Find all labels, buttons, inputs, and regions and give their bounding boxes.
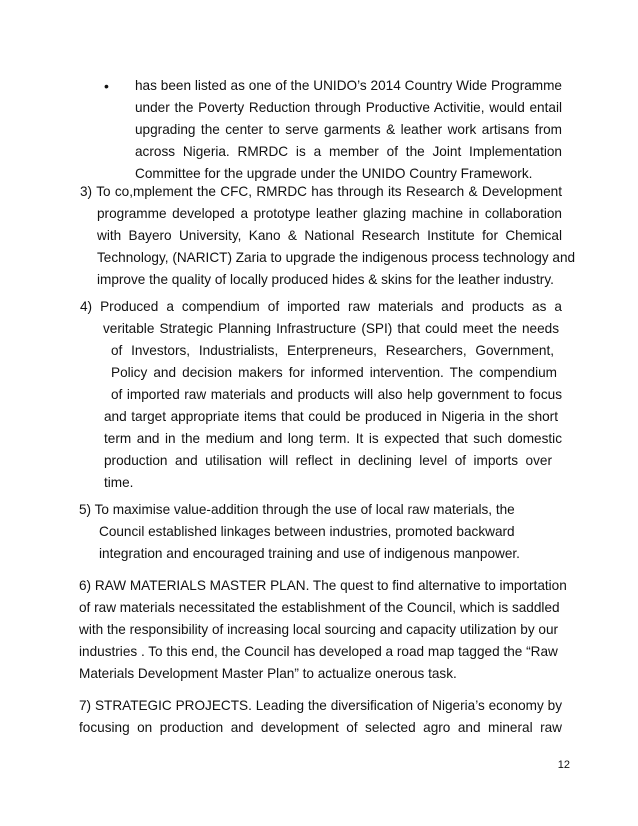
- text-line: of imported raw materials and products will also help government to focus: [111, 387, 562, 402]
- bullet-marker: •: [104, 78, 109, 94]
- text-line: focusing on production and development of selected agro and mineral raw: [79, 720, 562, 735]
- text-line: under the Poverty Reduction through Productive Activitie, would entail: [135, 100, 562, 115]
- text-line: with the responsibility of increasing local sourcing and capacity utilization by our: [79, 622, 559, 637]
- text-line: and target appropriate items that could be produced in Nigeria in the short: [104, 409, 558, 424]
- text-line: industries . To this end, the Council has developed a road map tagged the “Raw: [79, 644, 558, 659]
- text-line: Materials Development Master Plan” to actualize onerous task.: [79, 666, 457, 681]
- text-line: 7) STRATEGIC PROJECTS. Leading the diversification of Nigeria’s economy by: [79, 698, 562, 713]
- text-line: Policy and decision makers for informed intervention. The compendium: [111, 365, 557, 380]
- text-line: of Investors, Industrialists, Enterpreneurs, Researchers, Government,: [111, 343, 554, 358]
- text-line: with Bayero University, Kano & National Research Institute for Chemical: [97, 228, 562, 243]
- text-line: veritable Strategic Planning Infrastructure (SPI) that could meet the needs: [103, 321, 559, 336]
- text-line: 5) To maximise value-addition through the use of local raw materials, the: [79, 502, 515, 517]
- text-line: upgrading the center to serve garments & leather work artisans from: [135, 122, 562, 137]
- text-line: across Nigeria. RMRDC is a member of the Joint Implementation: [135, 144, 562, 159]
- text-line: production and utilisation will reflect in declining level of imports over: [104, 453, 552, 468]
- text-line: improve the quality of locally produced hides & skins for the leather industry.: [97, 272, 554, 287]
- text-line: 3) To co,mplement the CFC, RMRDC has through its Research & Development: [80, 184, 562, 199]
- text-line: term and in the medium and long term. It is expected that such domestic: [104, 431, 562, 446]
- text-line: 6) RAW MATERIALS MASTER PLAN. The quest to find alternative to importation: [79, 578, 567, 593]
- text-line: integration and encouraged training and use of indigenous manpower.: [99, 546, 520, 561]
- page-number: 12: [557, 759, 570, 771]
- text-line: Committee for the upgrade under the UNIDO Country Framework.: [135, 166, 533, 181]
- text-line: programme developed a prototype leather glazing machine in collaboration: [97, 206, 562, 221]
- text-line: of raw materials necessitated the establishment of the Council, which is saddled: [79, 600, 560, 615]
- text-line: Council established linkages between industries, promoted backward: [99, 524, 515, 539]
- text-line: time.: [104, 475, 134, 490]
- text-line: has been listed as one of the UNIDO’s 2014 Country Wide Programme: [135, 78, 562, 93]
- text-line: Technology, (NARICT) Zaria to upgrade the indigenous process technology and: [97, 250, 576, 265]
- text-line: 4) Produced a compendium of imported raw materials and products as a: [80, 299, 562, 314]
